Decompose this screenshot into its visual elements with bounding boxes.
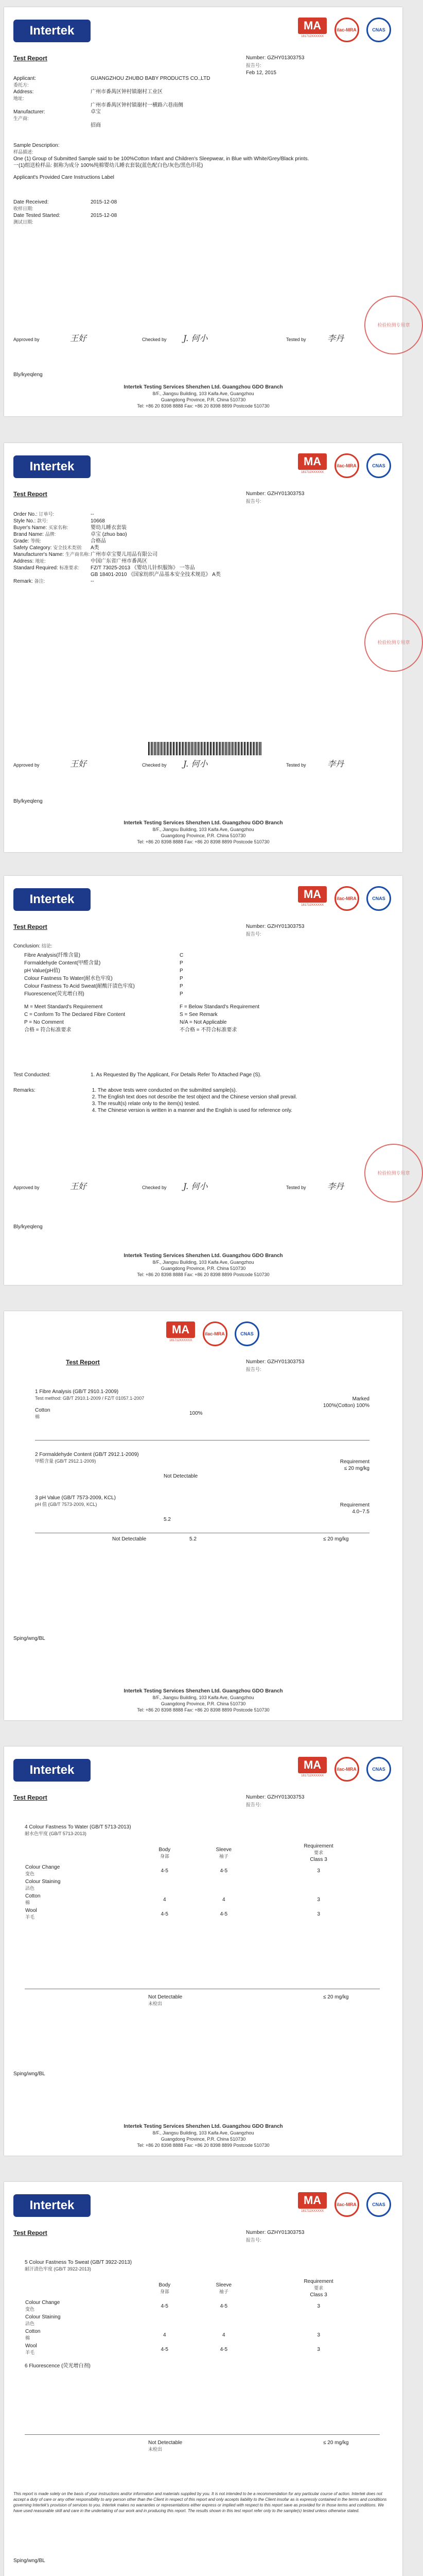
- report-number-block: Number: GZHY01303753 报告号:: [246, 1794, 305, 1807]
- report-number-block: Number: GZHY01303753 报告号:: [246, 2230, 305, 2243]
- sign-name: Sping/wng/BL: [13, 2071, 45, 2077]
- table-row: Wool 羊毛 4-5 4-5 3: [25, 2343, 320, 2355]
- page-footer: Intertek Testing Services Shenzhen Ltd. Guangzhou GDO Branch 8/F., Jiangsu Building, 103 Kaifa Ave, Guangzhou Guangdong Province, P.R. China 510730 Tel: +86 20 8398 8888 Fax: +86 20 8398 8899 Postcode 510730: [124, 2124, 283, 2148]
- report-page-3: Intertek MA 181712XXXXXX ilac-MRA CNAS Test Report Number: GZHY01303753 报告号: Conclusion: 结论: Fibre Analysis(纤维含量) C Formaldehyde Content(甲醛含量) P pH Value(pH值) P Colour Fastness To Water(耐水色牢度) P Colour Fastness To Acid Sweat(耐酸汗渍色牢度) P Fluorescence(荧光增白剂) P M = Meet Standard's Requirement F = Below Standard's Requirement C = Conform To The Declared Fibre Content S = See Remark P = No Comment N/A = Not Applicable 合格 = 符合标准要求 不合格 = 不符合标准要求 Test Conducted: 1. As Requested By The Applicant, For Details Refer To Attached Page (S). Remarks: 1. The above tests were conducted on the submitted sample(s). 2. The English text does not describe the test object and the Chinese version shall prevail. 3. The result(s) relate only to the item(s) tested. 4. The Chinese version is written in a manner and the English is used for reference only. 检验检测专用章 Approved by 王好 Checked by J. 何小 Tested by 李丹 Bly/kyeqleng Intertek Testing Services Shenzhen Ltd. Guangzhou GDO Branch 8/F., Jiangsu Building, 103 Kaifa Ave, Guangzhou Guangdong Province, P.R. China 510730 Tel: +86 20 8398 8888 Fax: +86 20 8398 8899 Postcode 510730: [4, 876, 402, 1285]
- page-footer: Intertek Testing Services Shenzhen Ltd. Guangzhou GDO Branch 8/F., Jiangsu Building, 103 Kaifa Ave, Guangzhou Guangdong Province, P.R. China 510730 Tel: +86 20 8398 8888 Fax: +86 20 8398 8899 Postcode 510730: [124, 820, 283, 844]
- sign-name: Sping/wng/BL: [13, 1636, 45, 1641]
- accreditation-badges: [293, 18, 391, 46]
- accreditation-badges: [293, 886, 391, 915]
- report-title: Test Report: [13, 55, 47, 62]
- table-row: Colour Staining 沾色: [25, 1879, 61, 1891]
- page-footer: Intertek Testing Services Shenzhen Ltd. Guangzhou GDO Branch 8/F., Jiangsu Building, 103 Kaifa Ave, Guangzhou Guangdong Province, P.R. China 510730 Tel: +86 20 8398 8888 Fax: +86 20 8398 8899 Postcode 510730: [124, 1688, 283, 1713]
- legend-table: M = Meet Standard's Requirement F = Below Standard's Requirement C = Conform To The Declared Fibre Content S = See Remark P = No Comment N/A = Not Applicable 合格 = 符合标准要求 不合格 = 不符合标准要求: [24, 1004, 260, 1033]
- ilac-badge: ilac-MRA: [334, 886, 359, 911]
- table-row: Cotton 棉 4 4 3: [25, 2329, 320, 2341]
- intertek-logo: Intertek: [13, 2194, 91, 2217]
- conclusion-row: Colour Fastness To Water(耐水色牢度) P: [24, 976, 183, 981]
- report-page-1: Intertek MA 181712XXXXXX ilac-MRA CNAS Test Report Number: GZHY01303753 报告号: Feb 12, 2015 Applicant: 委托方:GUANGZHOU ZHUBO BABY PRODUCTS CO.,LTD Address: 地址:广州市番禺区钟村镇谢村工业区 广州市番禺区钟村镇谢村一横路六巷南侧 Manufacturer: 生产商:卓宝 招商 Sample Description: 样品描述: One (1) Group of Submitted Sample said to be 100%Cotton Infant and Children's Sleepwear, in Blue with White/Grey/Black prints. 一(1)组送检样品: 据称为成分 100%纯棉婴幼儿睡衣套装(蓝色配白色/灰色/黑色印花) Applicant's Provided Care Instructions Label Date Received: 收样日期:2015-12-08 Date Tested Started: 测试日期:2015-12-08 检验检测专用章 Approved by 王好 Checked by J. 何小 Tested by 李丹 Bly/kyeqleng Intertek Testing Services Shenzhen Ltd. Guangzhou GDO Branch 8/F., Jiangsu Building, 103 Kaifa Ave, Guangzhou Guangdong Province, P.R. China 510730 Tel: +86 20 8398 8888 Fax: +86 20 8398 8899 Postcode 510730: [4, 7, 402, 416]
- accreditation-badges: [293, 453, 391, 482]
- report-date: Feb 12, 2015: [246, 70, 276, 76]
- sign-name: Bly/kyeqleng: [13, 1224, 43, 1230]
- test-formaldehyde: 2 Formaldehyde Content (GB/T 2912.1-2009) 甲醛含量 (GB/T 2912.1-2009) Not Detectable Requirement ≤ 20 mg/kg: [35, 1452, 369, 1479]
- ilac-badge: ilac-MRA: [203, 1321, 227, 1346]
- ma-logo: MA 181712XXXXXX: [298, 886, 327, 911]
- table-row: Colour Change 变色 4-5 4-5 3: [25, 2300, 320, 2312]
- sample-description: Sample Description: 样品描述: One (1) Group of Submitted Sample said to be 100%Cotton Infant and Children's Sleepwear, in Blue with White/Grey/Black prints. 一(1)组送检样品: 据称为成分 100%纯棉婴幼儿睡衣套装(蓝色配白色/灰色/黑色印花) Applicant's Provided Care Instructions Label: [13, 143, 309, 180]
- cnas-badge: CNAS: [366, 886, 391, 911]
- ma-logo: MA 181712XXXXXX: [166, 1321, 195, 1346]
- report-page-6: Intertek MA 181712XXXXXX ilac-MRA CNAS Test Report Number: GZHY01303753 报告号: 5 Colour Fastness To Sweat (GB/T 3922-2013) 耐汗渍色牢度 (GB/T 3922-2013) Body 身部 Sleeve 袖子 Requirement 要求 Class 3 Colour Change 变色 4-5 4-5 3 Colour Staining 沾色 Cotton 棉 4 4 3 Wool 羊毛 4-5 4-5 3 6 Fluorescence (荧光增白剂) Not Detectable 未检出 ≤ 20 mg/kg This report is made solely on the basis of your instructions and/or information and materials supplied by you. It is not intended to be a recommendation for any particular course of action. Intertek does not accept a duty of care or any other responsibility to any person other than the Client in respect of this report and only accepts liability to the Client insofar as is expressly contained in the terms and conditions governing Intertek's provision of services to you. Intertek makes no warranties or representations either express or implied with respect to this report save as provided for in those terms and conditions. We have used reasonable skill and care in the undertaking of our work and in producing this report. The results shown in this test report refer only to the sample(s) tested unless otherwise stated. Sping/wng/BL: [4, 2182, 402, 2576]
- sign-name: Bly/kyeqleng: [13, 799, 43, 804]
- report-number-block: Number: GZHY01303753 报告号:: [246, 491, 305, 504]
- ilac-badge: ilac-MRA: [334, 18, 359, 42]
- report-number-block: Number: GZHY01303753 报告号:: [246, 1359, 305, 1372]
- test-water-fastness: 4 Colour Fastness To Water (GB/T 5713-2013) 耐水色牢度 (GB/T 5713-2013) Body 身部 Sleeve 袖子 Requirement 要求 Class 3 Colour Change 变色 4-5 4-5 3 Colour Staining 沾色 Cotton 棉 4 4 3 Wool 羊毛 4-5 4-5 3: [25, 1824, 380, 1921]
- ilac-badge: ilac-MRA: [334, 453, 359, 478]
- report-title: Test Report: [66, 1359, 100, 1366]
- official-seal: 检验检测专用章: [364, 296, 423, 354]
- ma-logo: MA 181712XXXXXX: [298, 453, 327, 478]
- dates-block: Date Received: 收样日期:2015-12-08 Date Tested Started: 测试日期:2015-12-08: [13, 199, 117, 225]
- test-ph: 3 pH Value (GB/T 7573-2009, KCL) pH 值 (GB/T 7573-2009, KCL) 5.2 Requirement 4.0~7.5: [35, 1495, 369, 1522]
- page-header: [13, 18, 393, 48]
- conclusion-row: pH Value(pH值) P: [24, 968, 183, 974]
- report-title: Test Report: [13, 923, 47, 930]
- cnas-badge: CNAS: [366, 18, 391, 42]
- accreditation-badges: [293, 2192, 391, 2221]
- intertek-logo: Intertek: [13, 888, 91, 911]
- ilac-badge: ilac-MRA: [334, 1757, 359, 1782]
- table-row: Wool 羊毛 4-5 4-5 3: [25, 1908, 320, 1920]
- page-header: [13, 2192, 393, 2223]
- page-header: [13, 453, 393, 484]
- page-header: [13, 1757, 393, 1788]
- report-title: Test Report: [13, 1794, 47, 1801]
- table-row: Colour Change 变色 4-5 4-5 3: [25, 1865, 320, 1876]
- fastness-table: Body 身部 Sleeve 袖子 Requirement 要求 Class 3 Colour Change 变色 4-5 4-5 3 Colour Staining 沾色 Cotton 棉 4 4 3 Wool 羊毛 4-5 4-5 3: [25, 1842, 380, 1921]
- cnas-badge: CNAS: [235, 1321, 259, 1346]
- table-row: Colour Staining 沾色: [25, 2314, 61, 2326]
- page-header: [13, 886, 393, 917]
- applicant-block: Applicant: 委托方:GUANGZHOU ZHUBO BABY PRODUCTS CO.,LTD Address: 地址:广州市番禺区钟村镇谢村工业区 广州市番禺区钟村镇谢村一横路六巷南侧 Manufacturer: 生产商:卓宝 招商: [13, 76, 210, 128]
- conclusion-row: Formaldehyde Content(甲醛含量) P: [24, 960, 183, 966]
- accreditation-badges: [293, 1757, 391, 1786]
- intertek-logo: Intertek: [13, 20, 91, 42]
- page-footer: Intertek Testing Services Shenzhen Ltd. Guangzhou GDO Branch 8/F., Jiangsu Building, 103 Kaifa Ave, Guangzhou Guangdong Province, P.R. China 510730 Tel: +86 20 8398 8888 Fax: +86 20 8398 8899 Postcode 510730: [124, 384, 283, 409]
- page-footer: Intertek Testing Services Shenzhen Ltd. Guangzhou GDO Branch 8/F., Jiangsu Building, 103 Kaifa Ave, Guangzhou Guangdong Province, P.R. China 510730 Tel: +86 20 8398 8888 Fax: +86 20 8398 8899 Postcode 510730: [124, 1253, 283, 1277]
- ma-logo: MA 181712XXXXXX: [298, 2192, 327, 2217]
- cnas-badge: CNAS: [366, 2192, 391, 2217]
- sign-name: Bly/kyeqleng: [13, 372, 43, 378]
- report-title: Test Report: [13, 490, 47, 498]
- accreditation-badges: [161, 1321, 259, 1350]
- conclusion-row: Fluorescence(荧光增白剂) P: [24, 991, 183, 997]
- intertek-logo: Intertek: [13, 455, 91, 478]
- conclusion-block: Conclusion: 结论: Fibre Analysis(纤维含量) C Formaldehyde Content(甲醛含量) P pH Value(pH值) P Colour Fastness To Water(耐水色牢度) P Colour Fastness To Acid Sweat(耐酸汗渍色牢度) P Fluorescence(荧光增白剂) P M = Meet Standard's Requirement F = Below Standard's Requirement C = Conform To The Declared Fibre Content S = See Remark P = No Comment N/A = Not Applicable 合格 = 符合标准要求 不合格 = 不符合标准要求: [13, 943, 260, 1033]
- order-details: Order No.: 订单号: -- Style No.: 款号: 10668 Buyer's Name: 买家名称: 婴幼儿睡衣套装 Brand Name: 品牌: 卓宝 (zhuo bao) Grade: 等级: 合格品 Safety Category: 安全技术类别: A类 Manufacturer's Name: 生产商名称: 广州市卓宝婴儿用品有限公司 Address: 地址: 中国广东省广州市番禺区 Standard Required: 标准要求: FZ/T 73025-2013 《婴幼儿针织服饰》 一等品 GB 18401-2010 《国家纺织产品基本安全技术规范》 A类 Remark: 备注: --: [13, 512, 221, 584]
- intertek-logo: Intertek: [13, 1759, 91, 1782]
- page-header: [13, 1321, 393, 1352]
- report-number-block: Number: GZHY01303753 报告号: Feb 12, 2015: [246, 55, 305, 76]
- conclusion-row: Fibre Analysis(纤维含量) C: [24, 953, 184, 958]
- report-number-block: Number: GZHY01303753 报告号:: [246, 924, 305, 937]
- official-seal: 检验检测专用章: [364, 1144, 423, 1202]
- cnas-badge: CNAS: [366, 453, 391, 478]
- test-conducted: Test Conducted: 1. As Requested By The Applicant, For Details Refer To Attached Page (S).: [13, 1072, 262, 1078]
- conclusion-row: Colour Fastness To Acid Sweat(耐酸汗渍色牢度) P: [24, 984, 183, 989]
- table-row: Cotton 棉 4 4 3: [25, 1893, 320, 1905]
- fastness-table: Body 身部 Sleeve 袖子 Requirement 要求 Class 3 Colour Change 变色 4-5 4-5 3 Colour Staining 沾色 Cotton 棉 4 4 3 Wool 羊毛 4-5 4-5 3: [25, 2278, 380, 2357]
- test-sweat-fastness: 5 Colour Fastness To Sweat (GB/T 3922-2013) 耐汗渍色牢度 (GB/T 3922-2013) Body 身部 Sleeve 袖子 Requirement 要求 Class 3 Colour Change 变色 4-5 4-5 3 Colour Staining 沾色 Cotton 棉 4 4 3 Wool 羊毛 4-5 4-5 3 6 Fluorescence (荧光增白剂): [25, 2259, 380, 2369]
- ma-logo: MA 181712XXXXXX: [298, 1757, 327, 1782]
- report-page-4: MA 181712XXXXXX ilac-MRA CNAS Test Report Number: GZHY01303753 报告号: 1 Fibre Analysis (GB/T 2910.1-2009) Test method: GB/T 2910.1-2009 / FZ/T 01057.1-2007 Cotton 棉 100% Marked 100%(Cotton) 100% 2 Formaldehyde Content (GB/T 2912.1-2009) 甲醛含量 (GB/T 2912.1-2009) Not Detectable Requirement ≤ 20 mg/kg 3 pH Value (GB/T 7573-2009, KCL) pH 值 (GB/T 7573-2009, KCL) 5.2 Requirement 4.0~7.5 Not Detectable 5.2 ≤ 20 mg/kg Sping/wng/BL Intertek Testing Services Shenzhen Ltd. Guangzhou GDO Branch 8/F., Jiangsu Building, 103 Kaifa Ave, Guangzhou Guangdong Province, P.R. China 510730 Tel: +86 20 8398 8888 Fax: +86 20 8398 8899 Postcode 510730: [4, 1311, 402, 1720]
- ilac-badge: ilac-MRA: [334, 2192, 359, 2217]
- barcode: [148, 742, 261, 755]
- ma-logo: MA 181712XXXXXX: [298, 18, 327, 42]
- sign-name: Sping/wng/BL: [13, 2558, 45, 2564]
- report-page-5: Intertek MA 181712XXXXXX ilac-MRA CNAS Test Report Number: GZHY01303753 报告号: 4 Colour Fastness To Water (GB/T 5713-2013) 耐水色牢度 (GB/T 5713-2013) Body 身部 Sleeve 袖子 Requirement 要求 Class 3 Colour Change 变色 4-5 4-5 3 Colour Staining 沾色 Cotton 棉 4 4 3 Wool 羊毛 4-5 4-5 3 Not Detectable 未检出 ≤ 20 mg/kg Sping/wng/BL Intertek Testing Services Shenzhen Ltd. Guangzhou GDO Branch 8/F., Jiangsu Building, 103 Kaifa Ave, Guangzhou Guangdong Province, P.R. China 510730 Tel: +86 20 8398 8888 Fax: +86 20 8398 8899 Postcode 510730: [4, 1747, 402, 2156]
- remarks-block: Remarks: 1. The above tests were conducted on the submitted sample(s). 2. The English text does not describe the test object and the Chinese version shall prevail. 3. The result(s) relate only to the item(s) tested. 4. The Chinese version is written in a manner and the English is used for reference only.: [13, 1088, 297, 1113]
- official-seal: 检验检测专用章: [364, 613, 423, 672]
- report-page-2: Intertek MA 181712XXXXXX ilac-MRA CNAS Test Report Number: GZHY01303753 报告号: Order No.: 订单号: -- Style No.: 款号: 10668 Buyer's Name: 买家名称: 婴幼儿睡衣套装 Brand Name: 品牌: 卓宝 (zhuo bao) Grade: 等级: 合格品 Safety Category: 安全技术类别: A类 Manufacturer's Name: 生产商名称: 广州市卓宝婴儿用品有限公司 Address: 地址: 中国广东省广州市番禺区 Standard Required: 标准要求: FZ/T 73025-2013 《婴幼儿针织服饰》 一等品 GB 18401-2010 《国家纺织产品基本安全技术规范》 A类 Remark: 备注: -- 检验检测专用章 Approved by 王好 Checked by J. 何小 Tested by 李丹 Bly/kyeqleng Intertek Testing Services Shenzhen Ltd. Guangzhou GDO Branch 8/F., Jiangsu Building, 103 Kaifa Ave, Guangzhou Guangdong Province, P.R. China 510730 Tel: +86 20 8398 8888 Fax: +86 20 8398 8899 Postcode 510730: [4, 443, 402, 852]
- report-title: Test Report: [13, 2229, 47, 2236]
- disclaimer-text: This report is made solely on the basis of your instructions and/or information and materials supplied by you. It is not intended to be a recommendation for any particular course of action. Intertek does not accept a duty of care or any other responsibility to any person other than the Client in respect of this report and only accepts liability to the Client insofar as is expressly contained in the terms and conditions governing Intertek's provision of services to you. Intertek makes no warranties or representations either express or implied with respect to this report save as provided for in those terms and conditions. We have used reasonable skill and care in the undertaking of our work and in producing this report. The results shown in this test report refer only to the sample(s) tested unless otherwise stated.: [13, 2492, 387, 2513]
- cnas-badge: CNAS: [366, 1757, 391, 1782]
- test-fibre: 1 Fibre Analysis (GB/T 2910.1-2009) Test method: GB/T 2910.1-2009 / FZ/T 01057.1-2007 Cotton 棉 100% Marked 100%(Cotton) 100%: [35, 1389, 369, 1419]
